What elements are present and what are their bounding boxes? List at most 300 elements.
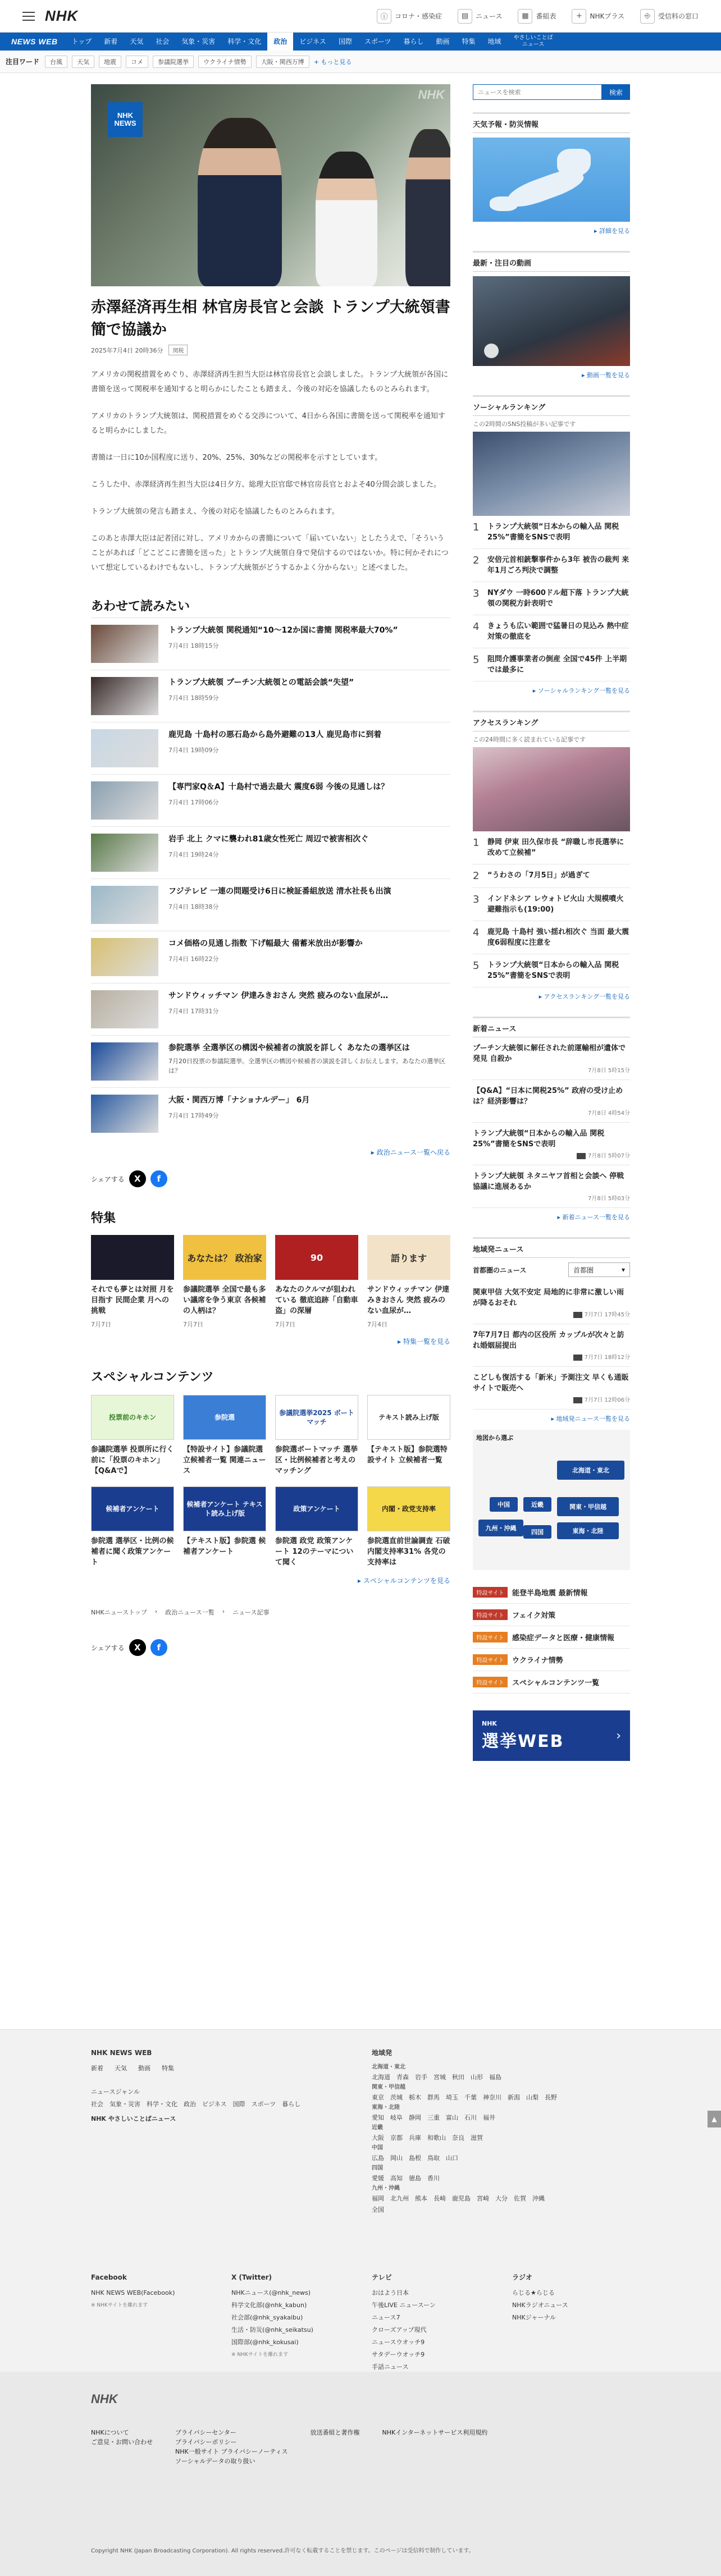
nav-item[interactable]: 科学・文化 (227, 38, 262, 45)
footer-bottom-link[interactable]: NHK一般サイト プライバシーノーティス (175, 2448, 288, 2455)
ranking-item[interactable] (473, 549, 630, 582)
footer-link[interactable]: 生活・防災(@nhk_seikatsu) (231, 2326, 313, 2334)
special-site-item[interactable] (473, 1581, 630, 1604)
footer-easy[interactable]: NHK やさしいことばニュース (91, 2115, 176, 2122)
weather-heading: 天気予報・防災情報 (473, 114, 630, 133)
ranking-item[interactable] (473, 831, 630, 864)
keyword-tag[interactable]: ウクライナ情勢 (198, 56, 252, 68)
feature-card[interactable] (91, 1235, 174, 1329)
news-title: 関東甲信 大気不安定 局地的に非常に激しい雨が降るおそれ (473, 1288, 624, 1307)
social-more-link[interactable]: ▸ ソーシャルランキング一覧を見る (532, 687, 630, 694)
access-ranking-sub: この24時間に多く読まれている記事です (473, 736, 586, 743)
special-card[interactable] (275, 1395, 358, 1476)
ranking-item[interactable] (473, 648, 630, 681)
footer-region[interactable]: 大阪 京都 兵庫 和歌山 奈良 滋賀 (372, 2134, 483, 2142)
footer-region[interactable]: 関東・甲信越 (372, 2084, 405, 2090)
footer-bottom-link[interactable]: 放送番組と著作権 (310, 2429, 360, 2436)
social-ranking-image[interactable] (473, 432, 630, 516)
ranking-title: 鹿児島 十島村 強い揺れ相次ぐ 当面 最大震度6弱程度に注意を (487, 928, 629, 947)
regional-more-link[interactable]: ▸ 地域発ニュース一覧を見る (551, 1415, 630, 1422)
feature-thumbnail (183, 1235, 266, 1280)
related-text (168, 729, 381, 767)
related-text (168, 938, 363, 976)
related-item[interactable] (91, 670, 450, 722)
footer-bottom-link[interactable]: プライバシーポリシー (175, 2438, 237, 2446)
footer-region-col (372, 2047, 630, 2216)
photo-person-right (405, 129, 450, 286)
footer-link: ※ NHKサイトを離れます (91, 2303, 148, 2308)
map-region-button[interactable]: 関東・甲信越 (557, 1497, 619, 1516)
news-date-row (473, 1352, 630, 1361)
related-more-link[interactable]: ▸ 政治ニュース一覧へ戻る (371, 1149, 450, 1156)
badge-line1: NHK (117, 111, 134, 120)
footer-bottom-link[interactable]: プライバシーセンター (175, 2429, 236, 2436)
news-date-row (473, 1151, 630, 1159)
special-card[interactable] (91, 1395, 174, 1476)
nav-item[interactable]: トップ (71, 38, 92, 45)
service-link[interactable] (640, 9, 699, 24)
video-icon (573, 1312, 582, 1318)
ranking-title: トランプ大統領“日本からの輸入品 関税25%”書簡をSNSで表明 (487, 523, 619, 542)
footer-link[interactable]: 新着 (91, 2065, 103, 2072)
service-link[interactable] (518, 9, 556, 24)
related-item[interactable] (91, 983, 450, 1035)
keyword-tag[interactable]: 天気 (72, 56, 94, 68)
news-item[interactable] (473, 1165, 630, 1208)
related-item[interactable] (91, 617, 450, 670)
sidebar (473, 84, 630, 1761)
footer-region[interactable]: 東京 茨城 栃木 群馬 埼玉 千葉 神奈川 新潟 山梨 長野 (372, 2094, 557, 2101)
video-more-link[interactable]: ▸ 動画一覧を見る (581, 372, 630, 379)
ranking-item[interactable] (473, 954, 630, 987)
facebook-share-icon[interactable]: f (150, 1639, 167, 1656)
related-thumbnail (91, 729, 158, 767)
footer-link[interactable]: NHKジャーナル (512, 2314, 556, 2321)
search-input[interactable] (473, 84, 602, 100)
related-thumbnail (91, 938, 158, 976)
footer-link[interactable]: 社会部(@nhk_syakaibu) (231, 2314, 303, 2321)
article-date: 2025年7月4日 20時36分 (91, 346, 163, 354)
map-region-button[interactable]: 九州・沖縄 (478, 1520, 523, 1536)
nav-item[interactable]: 地域 (487, 38, 501, 45)
footer-bottom-link[interactable]: NHKについて (91, 2429, 129, 2436)
related-item[interactable] (91, 879, 450, 931)
nav-item[interactable]: 政治 (267, 33, 293, 51)
news-item[interactable] (473, 1324, 630, 1367)
related-item[interactable] (91, 931, 450, 983)
footer-link[interactable]: クローズアップ現代 (372, 2326, 427, 2334)
rank-number: 1 (473, 521, 480, 533)
nav-item[interactable]: 特集 (462, 38, 476, 45)
ranking-item[interactable] (473, 615, 630, 648)
related-date: 7月4日 16時22分 (168, 955, 219, 963)
footer-link[interactable]: 科学文化部(@nhk_kabun) (231, 2302, 307, 2309)
keyword-tag[interactable]: 大阪・関西万博 (256, 56, 309, 68)
footer-region[interactable]: 愛媛 高知 徳島 香川 (372, 2175, 440, 2182)
footer-link[interactable]: ニュースジャンル (91, 2088, 140, 2095)
related-heading: あわせて読みたい (91, 600, 190, 614)
region-select[interactable] (568, 1262, 630, 1277)
weather-box (473, 112, 630, 240)
map-region-button[interactable]: 中国 (490, 1497, 518, 1512)
regional-list (473, 1282, 630, 1410)
nav-item[interactable]: 暮らし (403, 38, 424, 45)
special-thumbnail: 参議院選挙2025 ボートマッチ (275, 1395, 358, 1440)
article-title: 赤澤経済再生相 林官房長官と会談 トランプ大統領書簡で協議か (91, 299, 450, 338)
footer-link[interactable]: ニュースウオッチ9 (372, 2339, 425, 2346)
news-item[interactable] (473, 1367, 630, 1410)
keyword-label: 注目ワード (6, 58, 40, 66)
access-more-link[interactable]: ▸ アクセスランキング一覧を見る (539, 993, 630, 1000)
related-text (168, 1095, 309, 1133)
related-thumbnail (91, 834, 158, 872)
special-site-item[interactable] (473, 1626, 630, 1649)
related-list (91, 617, 450, 1140)
related-text (168, 834, 368, 872)
features-more-label: 特集一覧を見る (403, 1338, 450, 1346)
feature-thumb-text: 語ります (390, 1252, 427, 1264)
ranking-item[interactable] (473, 864, 630, 888)
video-icon (577, 1153, 586, 1159)
special-card[interactable] (183, 1486, 266, 1568)
related-text (168, 677, 354, 715)
access-more-label: アクセスランキング一覧を見る (544, 993, 630, 1000)
footer-brand[interactable]: NHK NEWS WEB (91, 2049, 152, 2057)
feature-card[interactable] (367, 1235, 450, 1329)
footer-region[interactable]: 北海道 青森 岩手 宮城 秋田 山形 福島 (372, 2074, 501, 2081)
feature-thumbnail (367, 1235, 450, 1280)
news-date-row (473, 1395, 630, 1403)
feature-title: サンドウィッチマン 伊達みきおさん 突然 疲みのない血尿が… (367, 1285, 450, 1315)
related-thumbnail (91, 1095, 158, 1133)
nav-item[interactable]: 社会 (156, 38, 170, 45)
service-link[interactable] (458, 9, 502, 24)
footer-bottom-link[interactable]: ご意見・お問い合わせ (91, 2438, 153, 2446)
nav-item[interactable]: スポーツ (364, 38, 391, 45)
special-card[interactable] (183, 1395, 266, 1476)
footer-link[interactable]: 午後LIVE ニュースーン (372, 2302, 436, 2309)
latest-more-label: 新着ニュース一覧を見る (562, 1214, 630, 1221)
special-site-title: 能登半島地震 最新情報 (512, 1589, 588, 1598)
news-date: 7月8日 5時03分 (588, 1196, 630, 1202)
special-site-item[interactable] (473, 1604, 630, 1626)
service-link[interactable] (377, 9, 442, 24)
related-item[interactable] (91, 722, 450, 774)
special-title: 参院選ボートマッチ 選挙区・比例候補者と考えのマッチング (275, 1445, 358, 1475)
map-region-button[interactable]: 四国 (523, 1525, 551, 1539)
social-ranking-box (473, 395, 630, 699)
footer-link[interactable]: NHKニュース(@nhk_news) (231, 2289, 311, 2296)
map-region-button[interactable]: 近畿 (523, 1497, 551, 1512)
nav-item[interactable]: 気象・災害 (181, 38, 216, 45)
menu-icon[interactable] (22, 12, 35, 21)
nav-easy-news[interactable] (508, 33, 559, 51)
article-paragraph: アメリカの関税措置をめぐり、赤澤経済再生担当大臣は林官房長官と会談しました。トランプ大統領が各国に書簡を送って関税率を通知すると明らかにしたことも踏まえ、今後の対応を協議したものとみられます。 (91, 370, 449, 394)
social-ranking-list (473, 516, 630, 681)
related-thumbnail (91, 990, 158, 1028)
breadcrumb-item: ニュース記事 (232, 1609, 270, 1616)
special-card[interactable] (275, 1486, 358, 1568)
rank-number: 4 (473, 927, 480, 939)
share-bar-bottom (91, 1639, 450, 1656)
footer-link[interactable]: らじる★らじる (512, 2289, 555, 2296)
search-button[interactable]: 検索 (602, 84, 630, 100)
related-item[interactable] (91, 1035, 450, 1087)
related-text (168, 1042, 450, 1081)
footer-link[interactable]: 動画 (138, 2065, 150, 2072)
footer-link[interactable]: ニュース7 (372, 2314, 400, 2321)
related-title: 【専門家Q＆A】十島村で過去最大 震度6弱 今後の見通しは？ (168, 783, 389, 791)
ranking-item[interactable] (473, 582, 630, 615)
page-top-button[interactable]: ▲ (708, 2111, 721, 2127)
ranking-title: きょうも広い範囲で猛暑日の見込み 熱中症対策の徹底を (487, 622, 629, 641)
keyword-tag[interactable]: 参議院選挙 (153, 56, 194, 68)
rank-number: 3 (473, 588, 480, 600)
footer-region[interactable]: 広島 岡山 島根 鳥取 山口 (372, 2154, 458, 2162)
footer-region[interactable]: 愛知 岐阜 静岡 三重 富山 石川 福井 (372, 2114, 495, 2121)
region-select-value: 首都圏 (573, 1266, 594, 1274)
footer-radio-col (512, 2271, 630, 2324)
related-text (168, 781, 389, 820)
news-date-row (473, 1193, 630, 1202)
special-thumbnail: 参院選 (183, 1395, 266, 1440)
info-icon: ⓘ (377, 9, 391, 24)
rank-number: 4 (473, 621, 480, 633)
photo-person-main (198, 118, 282, 286)
footer-x-heading: X (Twitter) (231, 2273, 272, 2281)
breadcrumb (91, 1608, 450, 1617)
related-item[interactable] (91, 774, 450, 826)
footer-bottom-link[interactable]: ソーシャルデータの取り扱い (175, 2458, 255, 2465)
feature-card[interactable] (183, 1235, 266, 1329)
nhk-logo[interactable]: NHK (45, 7, 79, 24)
nav-item[interactable]: 天気 (130, 38, 144, 45)
footer-bottom (0, 2372, 721, 2576)
keyword-tag[interactable]: コメ (126, 56, 148, 68)
video-thumbnail[interactable] (473, 276, 630, 366)
news-title: 7年7月7日 都内の区役所 カップルが次々と訪れ婚姻届提出 (473, 1331, 624, 1350)
footer-link: ※ NHKサイトを離れます (231, 2352, 289, 2358)
footer-all[interactable]: 全国 (372, 2206, 384, 2213)
related-text (168, 625, 398, 663)
ranking-title: “うわさの「7月5日」が過ぎて (487, 871, 590, 880)
ranking-title: インドネシア レウォトビ火山 大規模噴火 避難指示も(19:00) (487, 895, 624, 914)
latest-list (473, 1037, 630, 1208)
features-more-link[interactable]: ▸ 特集一覧を見る (398, 1338, 450, 1346)
senkyo-web-banner[interactable] (473, 1710, 630, 1761)
article-paragraph: このあと赤澤大臣は記者団に対し、アメリカからの書簡について「届いていない」としたうえで、「そういうことがあれば「どこどこに書簡を送った」とトランプ大統領自身で発信するのではないか。特に何かそれについて想定しているわけでもないし、トランプ大統領がどうするかよく分からない」と述べました。 (91, 534, 449, 572)
footer-link[interactable]: NHKラジオニュース (512, 2302, 568, 2309)
feature-title: それでも夢とは対照 月を目指す 民間企業 月への挑戦 (91, 1285, 174, 1315)
news-date: 7月7日 17時45分 (584, 1312, 630, 1318)
feature-card[interactable] (275, 1235, 358, 1329)
footer-link[interactable]: NHK NEWS WEB(Facebook) (91, 2289, 175, 2296)
weather-more-label: 詳細を見る (599, 227, 630, 235)
special-site-label: 特設サイト (473, 1609, 508, 1620)
special-title: 【テキスト版】参院選特設サイト 立候補者一覧 (367, 1445, 448, 1465)
news-date: 7月8日 5時07分 (588, 1153, 630, 1159)
weather-more-link[interactable]: ▸ 詳細を見る (594, 227, 630, 235)
footer-radio-heading: ラジオ (512, 2273, 533, 2281)
rank-number: 5 (473, 960, 480, 972)
footer-region[interactable]: 北海道・東北 (372, 2064, 405, 2070)
related-title: フジテレビ 一連の問題受け6日に検証番組放送 清水社長も出演 (168, 887, 391, 896)
related-title: 参院選挙 全選挙区の構図や候補者の演説を詳しく あなたの選挙区は (168, 1044, 410, 1053)
footer-bottom-col (175, 2428, 288, 2466)
related-title: トランプ大統領 プーチン大統領との電話会談“失望” (168, 678, 354, 687)
features-heading: 特集 (91, 1211, 116, 1225)
x-share-icon[interactable]: X (129, 1639, 146, 1656)
nav-item[interactable]: 動画 (436, 38, 450, 45)
special-card[interactable] (91, 1486, 174, 1568)
map-region-button[interactable]: 東海・北陸 (557, 1522, 619, 1539)
nav-easy-line2: ニュース (522, 42, 545, 48)
footer-link[interactable]: サタデーウオッチ9 (372, 2351, 425, 2358)
footer-region[interactable]: 中国 (372, 2145, 383, 2151)
keyword-more-label: もっと見る (321, 58, 352, 66)
chevron-right-icon: › (616, 1728, 621, 1743)
regional-more-label: 地域発ニュース一覧を見る (556, 1415, 630, 1422)
search-form (473, 84, 630, 100)
footer-region[interactable]: 東海・北陸 (372, 2104, 400, 2111)
regional-news-box (473, 1237, 630, 1570)
feature-thumb-text: 90 (310, 1252, 323, 1263)
social-ranking-heading: ソーシャルランキング (473, 397, 630, 416)
feature-date: 7月7日 (91, 1321, 111, 1328)
footer-link[interactable]: 手話ニュース (372, 2363, 409, 2371)
news-item[interactable] (473, 1123, 630, 1165)
special-title: 【特設サイト】参議院選 立候補者一覧 関連ニュース (183, 1445, 266, 1475)
keyword-tag[interactable]: 台風 (45, 56, 67, 68)
special-card[interactable] (367, 1486, 450, 1568)
special-thumbnail: 内閣・政党支持率 (367, 1486, 450, 1531)
feature-title: あなたのクルマが狙われている 徹底追跡「自動車盗」の深層 (275, 1285, 358, 1315)
footer-link[interactable]: おはよう日本 (372, 2289, 409, 2296)
special-site-item[interactable] (473, 1671, 630, 1694)
weather-map[interactable] (473, 138, 630, 222)
footer-tv-col (372, 2271, 501, 2373)
news-icon: ▤ (458, 9, 472, 24)
breadcrumb-item[interactable]: 政治ニュース一覧 (165, 1609, 215, 1616)
facebook-share-icon[interactable]: f (150, 1170, 167, 1187)
special-site-list (473, 1581, 630, 1694)
footer-link[interactable]: 国際部(@nhk_kokusai) (231, 2339, 299, 2346)
photo-person-side (316, 152, 377, 286)
access-ranking-image[interactable] (473, 747, 630, 831)
share-label: シェアする (91, 1175, 125, 1183)
special-site-title: ウクライナ情勢 (512, 1657, 563, 1665)
login-icon: ⎆ (640, 9, 655, 24)
regional-heading: 地域発ニュース (473, 1239, 630, 1258)
breadcrumb-separator: › (154, 1608, 158, 1615)
ranking-item[interactable] (473, 921, 630, 954)
footer-link[interactable]: 天気 (115, 2065, 127, 2072)
keyword-more-link[interactable] (314, 57, 352, 66)
feature-thumbnail (91, 1235, 174, 1280)
hero-image (91, 84, 450, 286)
video-more-label: 動画一覧を見る (587, 372, 630, 379)
footer-region[interactable]: 近畿 (372, 2125, 383, 2131)
related-date: 7月4日 18時38分 (168, 903, 219, 910)
footer (0, 2029, 721, 2372)
keyword-tag[interactable]: 地震 (99, 56, 121, 68)
badge-line2: NEWS (114, 119, 136, 127)
feature-thumbnail (275, 1235, 358, 1280)
footer-genres[interactable]: 社会 気象・災害 科学・文化 政治 ビジネス 国際 スポーツ 暮らし (91, 2101, 301, 2108)
footer-nhk-logo[interactable]: NHK (91, 2392, 118, 2406)
special-site-label: 特設サイト (473, 1654, 508, 1665)
footer-region[interactable]: 四国 (372, 2165, 383, 2171)
special-site-item[interactable] (473, 1649, 630, 1671)
breadcrumb-item[interactable]: NHKニューストップ (91, 1609, 147, 1616)
video-icon (573, 1355, 582, 1361)
special-site-label: 特設サイト (473, 1632, 508, 1642)
ranking-title: 安倍元首相銃撃事件から3年 被告の裁判 来年1月ごろ判決で調整 (487, 556, 629, 575)
special-heading: スペシャルコンテンツ (91, 1370, 214, 1384)
rank-number: 3 (473, 894, 480, 905)
service-links (377, 9, 699, 24)
ranking-item[interactable] (473, 888, 630, 921)
access-ranking-list (473, 831, 630, 987)
special-title: 参院選 選挙区・比例の候補者に聞く政策アンケート (91, 1537, 174, 1567)
related-title: トランプ大統領 関税通知“10～12か国に書簡 関税率最大70%” (168, 626, 398, 635)
news-date: 7月7日 12時06分 (584, 1397, 630, 1403)
related-item[interactable] (91, 826, 450, 879)
news-item[interactable] (473, 1037, 630, 1080)
nav-item[interactable]: 国際 (338, 38, 352, 45)
footer-region[interactable]: 九州・沖縄 (372, 2185, 400, 2191)
footer-region[interactable]: 福岡 北九州 熊本 長崎 鹿児島 宮崎 大分 佐賀 沖縄 (372, 2195, 545, 2202)
senkyo-small: NHK (482, 1719, 497, 1727)
footer-bottom-link[interactable]: NHKインターネットサービス利用規約 (382, 2429, 488, 2436)
related-thumbnail (91, 1042, 158, 1081)
map-region-button[interactable]: 北海道・東北 (557, 1461, 624, 1480)
special-more-link[interactable]: ▸ スペシャルコンテンツを見る (357, 1577, 450, 1585)
related-date: 7月4日 17時31分 (168, 1008, 219, 1015)
main-column (91, 84, 450, 1656)
news-item[interactable] (473, 1080, 630, 1123)
related-text (168, 990, 388, 1028)
hero-watermark: NHK (418, 88, 445, 102)
news-web-brand[interactable]: NEWS WEB (11, 37, 58, 46)
related-item[interactable] (91, 1087, 450, 1140)
news-item[interactable] (473, 1282, 630, 1324)
x-share-icon[interactable]: X (129, 1170, 146, 1187)
news-date: 7月8日 5時15分 (588, 1068, 630, 1074)
nav-item[interactable]: ビジネス (299, 38, 326, 45)
news-title: プーチン大統領に解任された前運輸相が遺体で発見 自殺か (473, 1044, 626, 1063)
footer-link[interactable]: 特集 (162, 2065, 174, 2072)
service-label: 番組表 (536, 12, 556, 20)
region-map (473, 1430, 630, 1570)
nav-item[interactable]: 新着 (104, 38, 118, 45)
ranking-item[interactable] (473, 516, 630, 549)
article-tag[interactable]: 関税 (168, 345, 188, 355)
plus-icon: + (572, 9, 586, 24)
footer-bottom-col (382, 2428, 487, 2466)
senkyo-big: 選挙WEB (482, 1731, 564, 1751)
news-date-row (473, 1310, 630, 1318)
nav-easy-line1: やさしいことば (513, 35, 553, 41)
service-link[interactable] (572, 9, 624, 24)
ranking-title: トランプ大統領“日本からの輸入品 関税25%”書簡をSNSで表明 (487, 961, 619, 980)
news-title: トランプ大統領“日本からの輸入品 関税25%”書簡をSNSで表明 (473, 1129, 605, 1149)
latest-more-link[interactable]: ▸ 新着ニュース一覧を見る (557, 1214, 630, 1221)
related-date: 7月4日 18時15分 (168, 642, 219, 649)
related-title: 大阪・関西万博「ナショナルデー」 6月 (168, 1096, 310, 1105)
related-title: コメ価格の見通し指数 下げ幅最大 備蓄米放出が影響か (168, 939, 363, 948)
special-card[interactable] (367, 1395, 450, 1476)
